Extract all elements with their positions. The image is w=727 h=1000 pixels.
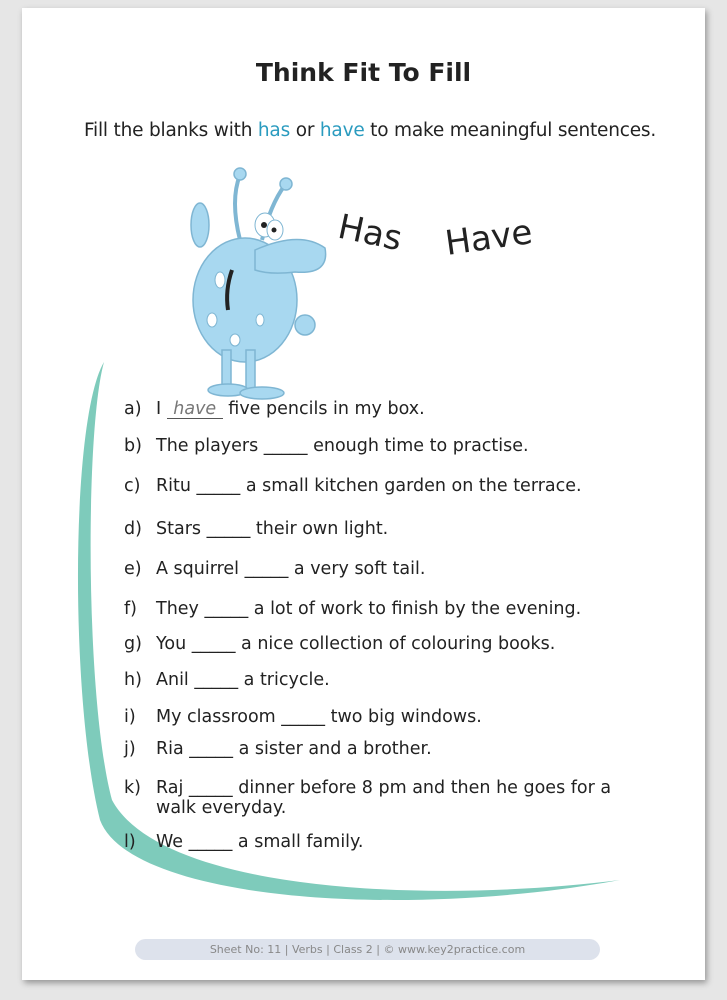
footer-bar: Sheet No: 11 | Verbs | Class 2 | © www.key2practice.com [135,939,600,960]
question-item: d) Stars _____ their own light. [124,519,389,539]
question-item: e) A squirrel _____ a very soft tail. [124,559,426,579]
word-has: Has [334,206,406,260]
question-item: j) Ria _____ a sister and a brother. [124,739,432,759]
question-item: c) Ritu _____ a small kitchen garden on the terrace. [124,476,582,496]
question-item: l) We _____ a small family. [124,832,364,852]
question-item: i) My classroom _____ two big windows. [124,707,482,727]
question-item: a) I have five pencils in my box. [124,399,425,419]
question-item: h) Anil _____ a tricycle. [124,670,330,690]
question-item: g) You _____ a nice collection of colouring books. [124,634,556,654]
question-item: k) Raj _____ dinner before 8 pm and then he goes for a walk everyday. [124,778,612,818]
word-have: Have [442,212,535,264]
answer-blank[interactable]: have [167,400,223,419]
page-title: Think Fit To Fill [255,58,472,87]
question-item: b) The players _____ enough time to practise. [124,436,529,456]
question-item: f) They _____ a lot of work to finish by the evening. [124,599,582,619]
instructions: Fill the blanks with has or have to make meaningful sentences. [83,120,657,141]
